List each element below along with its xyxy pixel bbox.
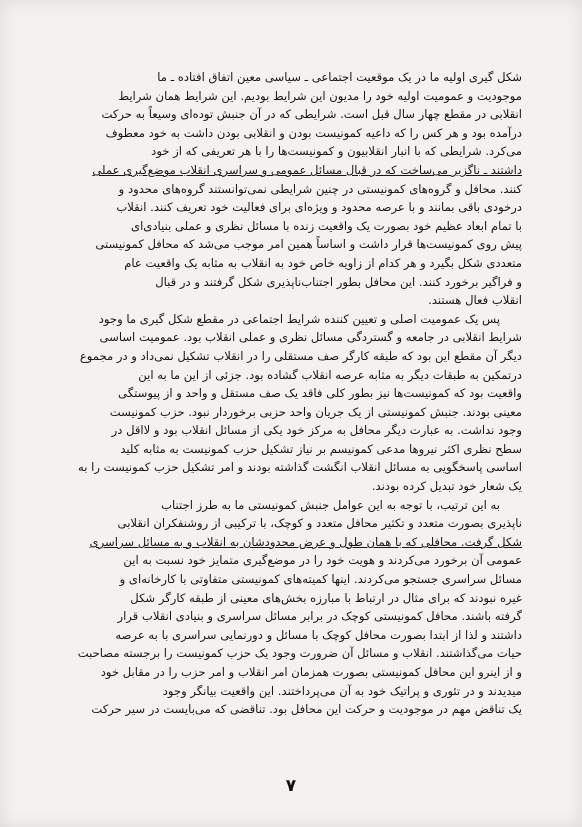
text-line: کنند. محافل و گروه‌های کمونیستی در چنین شرایطی نمی‌توانستند گروه‌های محدود و <box>118 181 522 196</box>
text-line: درآمده بود و هر کس را که داعیه کمونیست بودن و انقلابی بودن داشت به خود معطوف <box>105 125 522 140</box>
text-line: مسائل سراسری جستجو می‌کردند. اینها کمیته‌های کمونیستی متفاوتی با کارخانه‌ای و <box>119 572 522 587</box>
text-line: انقلاب فعال هستند. <box>428 293 522 308</box>
text-line: شرایط انقلابی در جامعه و گستردگی مسائل نظری و عملی انقلاب بود. عمومیت اساسی <box>99 330 522 345</box>
text-line: درخودی باقی بمانند و با عرصه محدود و ویژه‌ای برای فعالیت خود تعریف کنند. انقلاب <box>116 200 522 215</box>
text-line: معینی بودند. جنبش کمونیستی از یک جریان واحد حزبی برخوردار نبود. حزب کمونیست <box>109 404 522 419</box>
text-line: درتمکین به طبقات دیگر به مثابه عرصه انقلاب گشاده بود. جزئی از این ما به این <box>138 367 522 382</box>
text-line: دیگر آن مقطع این بود که طبقه کارگر صف مستقلی را در انقلاب تشکیل نمی‌داد و در مجموع <box>79 348 522 363</box>
text-line: سطح نظری اکثر نیروها مدعی کمونیسم بر نیاز تشکیل حزب کمونیست به مثابه کلید <box>120 441 522 456</box>
text-line: میدیدند و در تئوری و پراتیک خود به آن می‌پرداختند. این واقعیت بیانگر وجود <box>162 683 522 698</box>
text-line: یک تناقض مهم در موجودیت و حرکت این محافل بود. تناقضی که می‌بایست در سیر حرکت <box>91 702 522 717</box>
text-line: گرفته باشند. محافل کمونیستی کوچک در برابر مسائل سراسری و بنیادی انقلاب قرار <box>117 609 522 624</box>
text-line: به این ترتیب، با توجه به این عوامل جنبش کمونیستی ما به طرز اجتناب‌ <box>161 497 500 512</box>
text-line: داشتند و لذا از ابتدا بصورت محافل کوچک با مسائل و دورنمایی سراسری با به عرصه <box>115 627 522 642</box>
text-line: غیره نبودند که برای مثال در ارتباط با مبارزه بخش‌های معینی از طبقه کارگر شکل <box>130 590 522 605</box>
text-line: انقلابی در مقطع چهار سال قبل است. شرایطی که در آن جنبش توده‌ای وسیعاً به حرکت <box>101 107 522 122</box>
text-line: حیات می‌گذاشتند. انقلاب و مسائل آن ضرورت وجود یک حزب کمونیست را برجسته مصاحبت <box>77 646 522 661</box>
text-line: عمومی آن برخورد می‌کردند و هویت خود را در موضع‌گیری متمایز خود نسبت به این <box>123 553 522 568</box>
text-line: واقعیت بود که کمونیست‌ها نیز بطور کلی فاقد یک صف مستقل و واحد و از پیوستگی <box>118 386 522 401</box>
text-line: یک شعار خود تبدیل کرده بودند. <box>371 479 522 494</box>
text-line: ناپذیری بصورت متعدد و تکثیر محافل متعدد و کوچک، با ترکیبی از روشنفکران انقلابی <box>117 516 522 531</box>
text-line: متعددی شکل بگیرد و هر کدام از زاویه خاص خود به انقلاب به مثابه یک واقعیت عام <box>124 255 522 270</box>
text-line: پیش روی کمونیست‌ها قرار داشت و اساساً همین امر موجب می‌شد که محافل کمونیستی <box>95 237 522 252</box>
text-line: می‌کرد. شرایطی که با انبار انقلابیون و کمونیست‌ها را با هر تعریفی که از خود <box>151 144 522 159</box>
text-line: اساسی پاسخگویی به مسائل انقلاب انگشت گذاشته بودند و امر تشکیل حزب کمونیست را به <box>78 460 522 475</box>
text-line: با تمام ابعاد عظیم خود بصورت یک واقعیت زنده با مسائل نظری و عملی بنیادی‌ای <box>131 218 522 233</box>
body-text <box>60 68 522 719</box>
text-line: و فراگیر برخورد کنند. این محافل بطور اجتناب‌ناپذیری شکل گرفتند و در قبال <box>155 274 522 289</box>
text-line: وجود نداشت. به عبارت دیگر محافل به مرکز خود یکی از مسائل انقلاب بود و لااقل در <box>111 423 522 438</box>
text-line: و از اینرو این محافل کمونیستی بصورت همزمان امر انقلاب و امر حزب را در مقابل خود <box>100 665 522 679</box>
text-line: پس یک عمومیت اصلی و تعیین کننده شرایط اجتماعی در مقطع شکل گیری ما وجود <box>98 311 500 326</box>
page-number: ۷ <box>285 776 297 796</box>
text-line: موجودیت و عمومیت اولیه خود را مدیون این شرایط بودیم. این شرایط همان شرایط <box>118 88 522 103</box>
text-line: شکل گیری اولیه ما در یک موقعیت اجتماعی ـ سیاسی معین اتفاق افتاده ـ ما <box>157 70 522 84</box>
text-line: داشتند ـ ناگزیر می‌ساخت که در قبال مسائل عمومی و سراسری انقلاب موضع‌گیری عملی <box>92 162 522 177</box>
text-line: شکل گرفت. محافلی که با همان طول و عرض محدودشان به انقلاب و به مسائل سراسری <box>89 534 522 549</box>
